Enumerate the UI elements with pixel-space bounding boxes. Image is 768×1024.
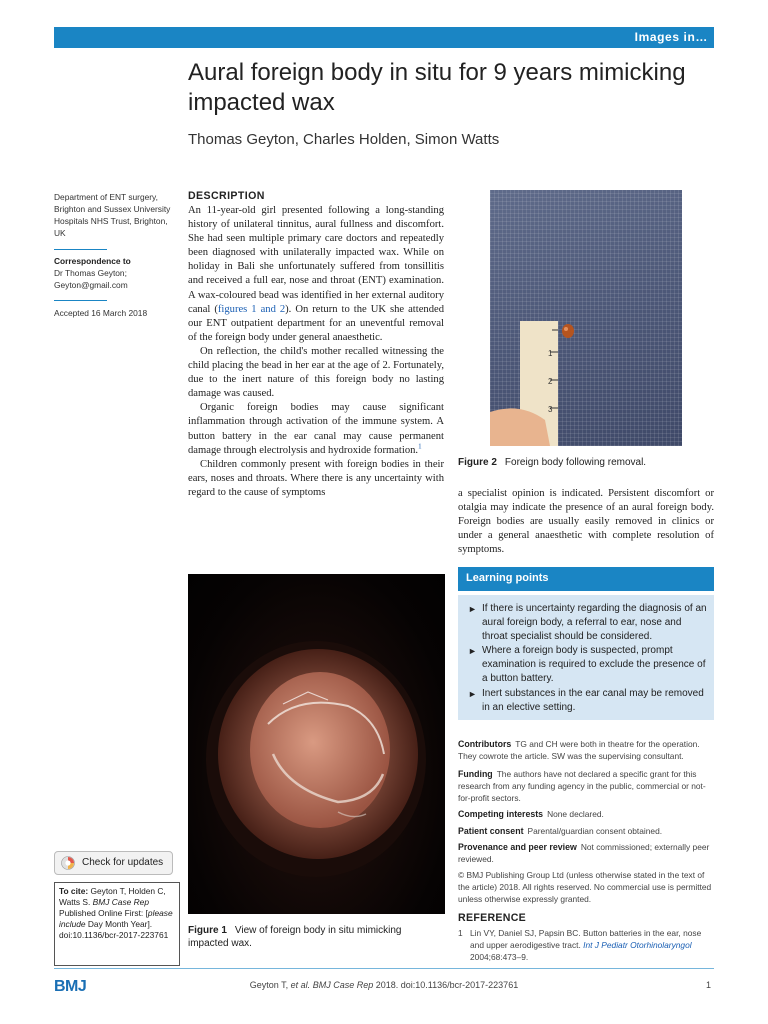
references-heading: REFERENCE [458,912,527,924]
footer-divider [54,968,714,969]
section-banner [54,27,714,48]
citation-box: To cite: Geyton T, Holden C, Watts S. BMJ Case Rep Published Online First: [please include Day Month Year]. doi:10.1136/bcr-2017-223761 [54,882,180,966]
crossmark-icon [61,856,75,870]
paragraph: Organic foreign bodies may cause significant inflammation through activation of the immune system. A button battery in the ear canal may cause permanent damage through electrolysis and hydroxide formation.$^1$ [188,402,444,456]
divider [54,249,107,250]
correspondence [54,255,179,291]
affiliation-line: Hospitals NHS Trust, Brighton, [54,216,168,226]
reference-link[interactable]: 1 [418,442,422,451]
bmj-logo: BMJ [54,978,87,995]
journal-link[interactable]: Int J Pediatr Otorhinolaryngol [583,940,692,950]
bullet-icon: ► [468,689,477,699]
section-heading-description: DESCRIPTION [188,190,265,202]
learning-points-heading: Learning points [466,572,549,584]
affiliation [54,191,179,239]
body-column-1 [188,204,444,500]
learning-point: ► If there is uncertainty regarding the diagnosis of an aural foreign body, a referral to ear, nose and throat specialist should be considered. [468,603,707,643]
figure-2-image [490,190,682,446]
bullet-icon: ► [468,604,477,614]
patient-consent-note: Patient consent Parental/guardian consent obtained. [458,826,663,836]
affiliation-line: Department of ENT surgery, [54,192,158,202]
correspondence-heading: Correspondence to [54,256,131,266]
paragraph: On reflection, the child's mother recalled witnessing the child placing the bead in her ear at the age of 2. Fortunately, due to the inert nature of this foreign body no lasting damage was caused. [188,345,444,400]
title-line-2: impacted wax [188,89,335,116]
provenance-note: Provenance and peer review Not commissioned; externally peer reviewed. [458,842,710,864]
ruler-mark: 3 [548,405,553,414]
figure-label: Figure 2 [458,457,497,468]
figure-link[interactable]: figures 1 and 2 [217,303,286,315]
paragraph: Children commonly present with foreign bodies in their ears, noses and throats. Where there is any uncertainty with regard to the cause of symptoms [188,458,444,498]
page-number: 1 [706,980,712,990]
learning-point: ► Where a foreign body is suspected, prompt examination is required to exclude the presence of a button battery. [468,645,706,685]
contributors-note: Contributors TG and CH were both in theatre for the operation. They cowrote the article. SW was the supervising consultant. [458,739,700,761]
section-label: Images in… [634,30,708,44]
funding-note: Funding The authors have not declared a specific grant for this research from any funding agency in the public, commercial or not-for-profit sectors. [458,769,706,803]
accepted-date: Accepted 16 March 2018 [54,308,148,318]
ruler-mark: 1 [548,349,553,358]
learning-points-box [458,595,714,720]
learning-points-header [458,567,714,591]
bead-and-ruler-illustration [490,190,682,446]
figure-1-caption: Figure 1 View of foreign body in situ mimicking impacted wax. [188,925,402,949]
author-list: Thomas Geyton, Charles Holden, Simon Watts [188,131,500,148]
paragraph: a specialist opinion is indicated. Persistent discomfort or otalgia may indicate the presence of an aural foreign body. Foreign bodies are usually easily removed in clinics or under a general anaesthetic with complete resolution of symptoms. [458,488,714,556]
correspondence-name: Dr Thomas Geyton; [54,268,127,278]
body-column-2 [458,487,714,557]
check-for-updates-button[interactable] [54,851,173,875]
footer-citation: Geyton T, et al. BMJ Case Rep 2018. doi:10.1136/bcr-2017-223761 [249,980,519,990]
bullet-icon: ► [468,646,477,656]
figure-label: Figure 1 [188,925,227,936]
paragraph: An 11-year-old girl presented following a long-standing history of unilateral tinnitus, aural fullness and discomfort. She had seen multiple primary care doctors and repeatedly been diagnosed with unilaterally impacted wax. While on holiday in Bali she unfortunately suffered from tonsillitis and received a full ear, nose and throat (ENT) examination. A wax-coloured bead was identified in her external auditory canal (figures 1 and 2). On return to the UK she attended our ENT outpatient department for an uneventful removal of the foreign body under general anaesthetic. [188,205,444,343]
competing-interests-note: Competing interests None declared. [458,809,604,819]
divider [54,300,107,301]
correspondence-email[interactable]: Geyton@gmail.com [54,280,128,290]
figure-2-caption: Figure 2 Foreign body following removal. [458,457,647,468]
ruler-mark: 2 [548,377,553,386]
learning-point: ► Inert substances in the ear canal may be removed in an elective setting. [468,688,704,714]
affiliation-line: UK [54,228,66,238]
article-title [188,58,688,118]
affiliation-line: Brighton and Sussex University [54,204,171,214]
copyright-note: © BMJ Publishing Group Ltd (unless otherwise stated in the text of the article) 2018. All rights reserved. No commercial use is permitted unless otherwise expressly granted. [458,870,712,904]
figure-1-image [188,574,445,914]
ear-canal-illustration [188,574,445,914]
title-line-1: Aural foreign body in situ for 9 years mimicking [188,59,686,86]
reference-item: 1 Lin VY, Daniel SJ, Papsin BC. Button batteries in the ear, nose and upper aerodigestive tract. Int J Pediatr Otorhinolaryngol 2004;68:473–9. [458,928,702,962]
check-for-updates-label: Check for updates [82,857,164,868]
